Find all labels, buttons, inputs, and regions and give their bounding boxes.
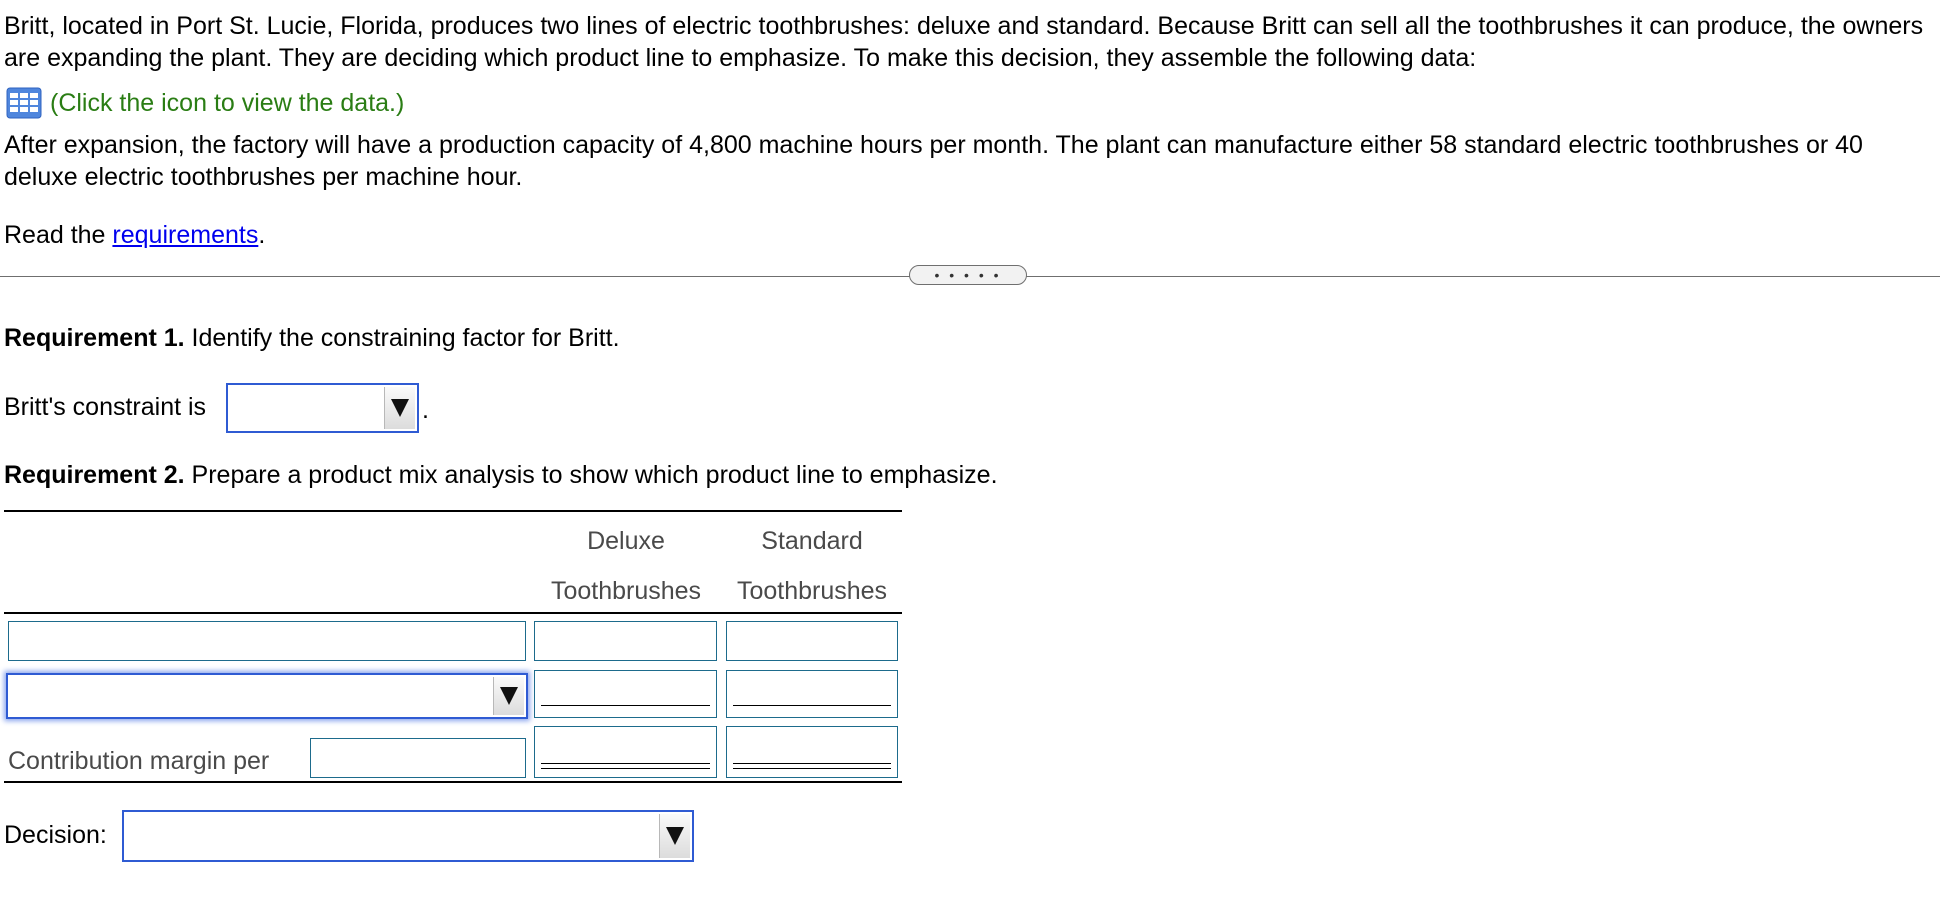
read-requirements-suffix: . (258, 221, 266, 249)
table-header-rule (4, 612, 902, 614)
row3-deluxe-double-rule-bottom (541, 768, 710, 769)
view-data-link[interactable] (6, 86, 404, 120)
table-bottom-rule (4, 781, 902, 783)
row2-label-select[interactable] (6, 673, 528, 719)
table-top-rule (4, 510, 902, 512)
row1-label-input[interactable] (8, 621, 526, 661)
view-data-link-text[interactable]: (Click the icon to view the data.) (50, 88, 405, 117)
row2-standard-underline (733, 705, 891, 706)
requirement-1-heading (4, 322, 620, 354)
row2-standard-input[interactable] (726, 670, 898, 718)
table-grid-icon[interactable] (6, 87, 42, 119)
row3-standard-double-rule-top (733, 763, 891, 764)
row3-deluxe-double-rule-top (541, 763, 710, 764)
requirement-1-text: Identify the constraining factor for Britt. (184, 324, 620, 352)
requirement-2-text: Prepare a product mix analysis to show which product line to emphasize. (184, 461, 998, 489)
capacity-paragraph: After expansion, the factory will have a production capacity of 4,800 machine hours per month. The plant can manufacture either 58 standard electric toothbrushes or 40 deluxe electric toothbrushes per machine hour. (4, 131, 1863, 191)
row1-standard-input[interactable] (726, 621, 898, 661)
requirements-link[interactable]: requirements (112, 221, 259, 249)
decision-select[interactable] (122, 810, 694, 862)
row2-deluxe-input[interactable] (534, 670, 717, 718)
read-requirements-prefix: Read the (4, 221, 113, 249)
constraint-label: Britt's constraint is (4, 393, 207, 421)
col-deluxe-header-line2: Toothbrushes (550, 577, 702, 605)
row3-standard-input[interactable] (726, 726, 898, 778)
problem-intro: Britt, located in Port St. Lucie, Florida, produces two lines of electric toothbrushes: deluxe and standard. Because Britt can sell all the toothbrushes it can produce, the owners are expanding the plant. They are deciding which product line to emphasize. To make this decision, they assemble the following data: (4, 12, 1924, 72)
row3-standard-double-rule-bottom (733, 768, 891, 769)
contribution-margin-per-input[interactable] (310, 738, 526, 778)
requirement-1-label: Requirement 1. (4, 324, 185, 352)
read-requirements-line (4, 219, 265, 251)
contribution-margin-label: Contribution margin per (8, 747, 270, 775)
requirement-2-heading (4, 459, 998, 491)
row2-deluxe-underline (541, 705, 710, 706)
decision-label: Decision: (4, 821, 107, 849)
divider-drag-handle[interactable]: • • • • • (909, 265, 1027, 285)
col-deluxe-header-line1: Deluxe (587, 527, 665, 555)
row3-deluxe-input[interactable] (534, 726, 717, 778)
chevron-down-icon[interactable] (384, 387, 415, 429)
constraint-select[interactable] (226, 383, 419, 433)
col-standard-header-line2: Toothbrushes (736, 577, 888, 605)
col-standard-header-line1: Standard (761, 527, 863, 555)
chevron-down-icon[interactable] (493, 677, 524, 715)
requirement-2-label: Requirement 2. (4, 461, 185, 489)
row1-deluxe-input[interactable] (534, 621, 717, 661)
chevron-down-icon[interactable] (659, 814, 690, 858)
constraint-period: . (422, 396, 429, 424)
